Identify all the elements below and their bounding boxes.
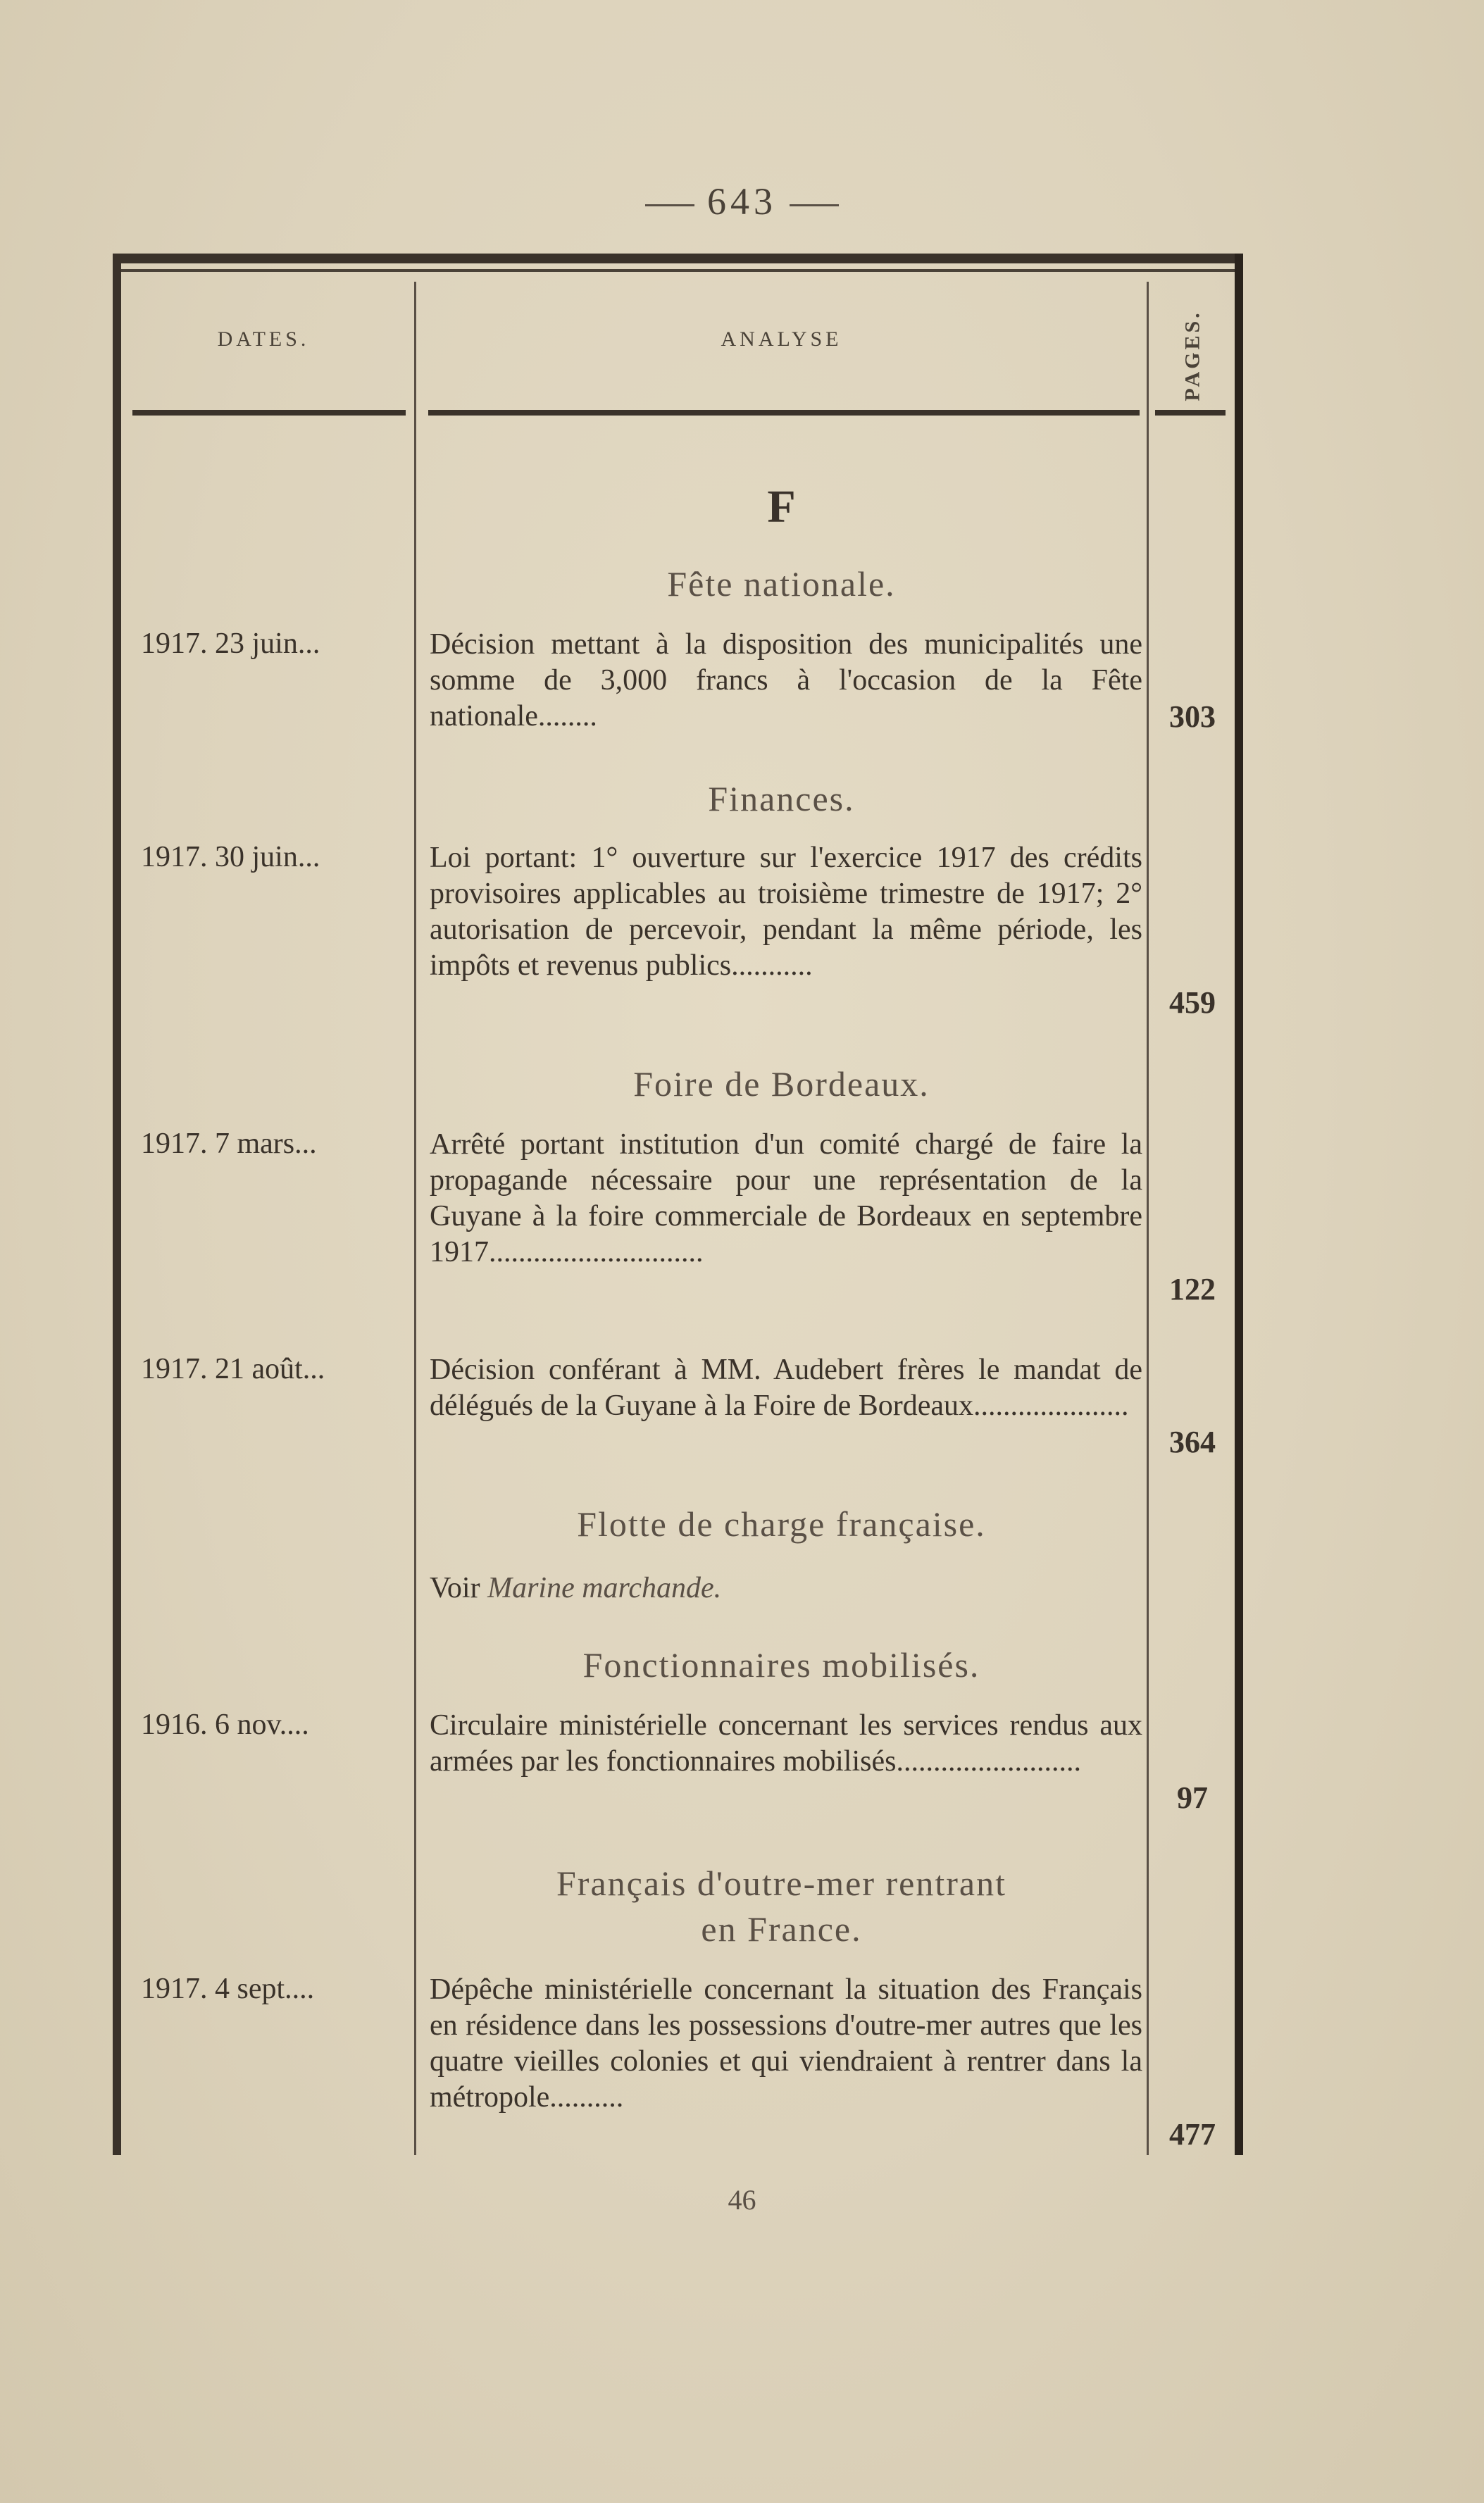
entry-text: Arrêté portant institution d'un comité chargé de faire la propagande nécessaire pour une représentation de la Guyane à la foire commerciale de Bordeaux en septembre 1917............................. — [430, 1128, 1142, 1268]
column-header-pages-text: PAGES. — [1180, 310, 1204, 401]
header-rule-dates — [132, 410, 406, 416]
dash-left — [645, 204, 694, 206]
entry-date: 1917. 4 sept.... — [141, 1973, 315, 2005]
column-divider-pages — [1147, 282, 1149, 2155]
section-heading: Fonctionnaires mobilisés. — [582, 1645, 980, 1685]
entry-date: 1917. 21 août... — [141, 1353, 325, 1385]
entry-page: 364 — [1169, 1425, 1216, 1459]
see-also-label: Voir — [430, 1572, 480, 1604]
signature-mark: 46 — [728, 2184, 756, 2216]
table-top-rule — [113, 254, 1243, 263]
dash-right — [790, 204, 839, 206]
entry-date: 1917. 30 juin... — [141, 841, 320, 873]
column-header-dates: DATES. — [217, 327, 310, 351]
section-heading: Fête nationale. — [667, 564, 896, 604]
section-heading: Foire de Bordeaux. — [633, 1064, 930, 1104]
entry-page: 97 — [1177, 1780, 1208, 1815]
header-rule-pages — [1155, 410, 1226, 416]
section-heading-line2: en France. — [701, 1909, 862, 1949]
table-top-rule-thin — [113, 269, 1243, 272]
entry-date: 1917. 7 mars... — [141, 1128, 317, 1160]
section-letter: F — [767, 481, 796, 532]
page-number — [0, 180, 1484, 223]
section-heading: Flotte de charge française. — [577, 1504, 986, 1544]
see-also-reference: Marine marchande. — [487, 1572, 722, 1604]
entry-page: 459 — [1169, 985, 1216, 1020]
entry-text: Décision mettant à la disposition des municipalités une somme de 3,000 francs à l'occasion de la Fête nationale........ — [430, 628, 1142, 732]
column-header-analyse: ANALYSE — [721, 327, 842, 351]
entry-text: Décision conférant à MM. Audebert frères le mandat de délégués de la Guyane à la Foire de Bordeaux..................... — [430, 1354, 1142, 1422]
index-table — [113, 254, 1243, 2155]
entry-text: Circulaire ministérielle concernant les services rendus aux armées par les fonctionnaires mobilisés......................... — [430, 1709, 1142, 1778]
section-heading: Finances. — [708, 779, 855, 818]
page-number-text: 643 — [707, 180, 777, 223]
entry-page: 477 — [1169, 2117, 1216, 2152]
column-header-pages — [1152, 310, 1233, 401]
section-heading: Français d'outre-mer rentrant — [556, 1864, 1006, 1903]
header-rule-analyse — [428, 410, 1140, 416]
entry-page: 303 — [1169, 699, 1216, 734]
table-left-border — [113, 254, 121, 2155]
entry-text: Loi portant: 1° ouverture sur l'exercice 1917 des crédits provisoires applicables au troisième trimestre de 1917; 2° autorisation de percevoir, pendant la même période, les impôts et revenus publics........... — [430, 842, 1142, 982]
table-right-border — [1235, 254, 1243, 2155]
entry-date: 1916. 6 nov.... — [141, 1709, 309, 1741]
see-also — [430, 1571, 1142, 1606]
entry-page: 122 — [1169, 1272, 1216, 1306]
entry-date: 1917. 23 juin... — [141, 628, 320, 660]
entry-text: Dépêche ministérielle concernant la situation des Français en résidence dans les possessions d'outre-mer autres que les quatre vieilles colonies et qui viendraient à rentrer dans la métropole.......... — [430, 1973, 1142, 2114]
